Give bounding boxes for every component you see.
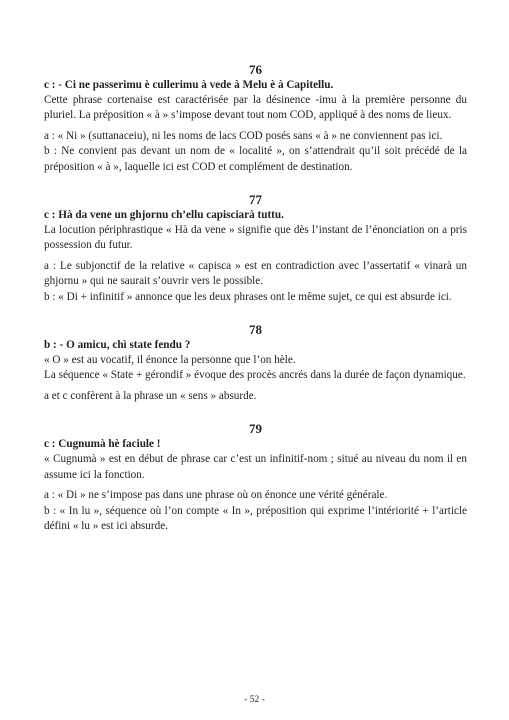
option-b-explanation: b : « Di + infinitif » annonce que les deux phrases ont le même sujet, ce qui est absurde ici. (44, 290, 452, 303)
explanation-paragraph: « O » est au vocatif, il énonce la personne que l’on hèle. (44, 354, 296, 367)
question-number: 79 (249, 421, 262, 437)
answer-section-77 (44, 192, 467, 305)
document-page (44, 62, 467, 534)
explanation-paragraph: Cette phrase cortenaise est caractérisée par la désinence -imu à la première personne du pluriel. La préposition « à » s’impose devant tout nom COD, appliqué à des noms de lieux. (44, 94, 467, 122)
option-b-explanation: b : Ne convient pas devant un nom de « localité », on s’attendrait qu’il soit précédé de la préposition « à », laquelle ici est COD et complément de destination. (44, 145, 467, 173)
options-explanation: a et c confèrent à la phrase un « sens » absurde. (44, 389, 257, 402)
explanation-paragraph: La locution périphrastique « Hà da vene » signifie que dès l’instant de l’énonciation on a pris possession du futur. (44, 224, 467, 252)
correct-answer: c : Hà da vene un ghjornu ch’ellu capisciarà tuttu. (44, 209, 284, 222)
explanation-paragraph: « Cugnumà » est en début de phrase car c’est un infinitif-nom ; situé au niveau du nom il en assume ici la fonction. (44, 453, 467, 481)
question-number: 78 (249, 322, 262, 338)
option-a-explanation: a : « Ni » (suttanaceiu), ni les noms de lacs COD posés sans « à » ne conviennent pas ici. (44, 129, 443, 142)
page-number: - 52 - (244, 695, 265, 705)
correct-answer: b : - O amicu, chì state fendu ? (44, 339, 191, 352)
answer-section-79 (44, 421, 467, 534)
correct-answer: c : - Ci ne passerimu è cullerimu à vede à Melu è à Capitellu. (44, 79, 334, 91)
option-a-explanation: a : Le subjonctif de la relative « capisca » est en contradiction avec l’assertatif « vinarà un ghjornu » qui ne saurait s’ouvrir vers le possible. (44, 259, 467, 288)
question-number: 77 (249, 192, 262, 208)
explanation-paragraph: La séquence « State + gérondif » évoque des procès ancrés dans la durée de façon dynamique. (44, 369, 466, 382)
answer-section-78 (44, 322, 467, 404)
answer-section-76 (44, 62, 467, 175)
option-a-explanation: a : « Di » ne s’impose pas dans une phrase où on énonce une vérité générale. (44, 489, 388, 502)
question-number: 76 (249, 62, 262, 77)
correct-answer: c : Cugnumà hè faciule ! (44, 438, 161, 451)
option-b-explanation: b : « In lu », séquence où l’on compte « In », préposition qui exprime l’intériorité + l’article défini « lu » est ici absurde. (44, 504, 467, 532)
